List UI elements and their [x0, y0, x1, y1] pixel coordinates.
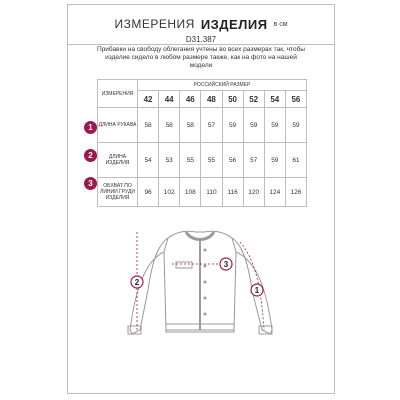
measure-number-badge: 3: [84, 177, 97, 190]
value-cell: 124: [264, 178, 285, 207]
size-cell: 44: [159, 91, 180, 108]
value-cell: 110: [201, 178, 222, 207]
value-cell: 59: [222, 108, 243, 143]
value-cell: 126: [285, 178, 306, 207]
value-cell: 108: [180, 178, 201, 207]
value-cell: 61: [285, 143, 306, 178]
value-cell: 54: [138, 143, 159, 178]
garment-buttons: [204, 249, 207, 316]
measure-label: ОБХВАТ ПО ЛИНИИ ГРУДИ ИЗДЕЛИЯ: [98, 178, 138, 207]
size-cell: 56: [285, 91, 306, 108]
article-code: D31.387: [185, 35, 217, 44]
value-cell: 59: [264, 108, 285, 143]
value-cell: 56: [222, 143, 243, 178]
value-cell: 55: [201, 143, 222, 178]
row-header-cell: ИЗМЕРЕНИЯ: [98, 80, 138, 108]
value-cell: 58: [159, 108, 180, 143]
value-cell: 59: [264, 143, 285, 178]
size-cell: 54: [264, 91, 285, 108]
garment-pocket: [176, 262, 192, 268]
measure-label: ДЛИНА ИЗДЕЛИЯ: [98, 143, 138, 178]
value-cell: 53: [159, 143, 180, 178]
title-part2: ИЗДЕЛИЯ: [200, 16, 268, 32]
marker-label-1: 1: [254, 286, 260, 295]
marker-label-3: 3: [223, 260, 229, 269]
size-category: РОССИЙСКИЙ РАЗМЕР: [138, 80, 307, 91]
garment-neckband: [186, 232, 214, 240]
size-cell: 52: [243, 91, 264, 108]
value-cell: 116: [222, 178, 243, 207]
marker-label-2: 2: [134, 278, 140, 287]
button-dot: [204, 249, 207, 252]
measure-number-badge: 2: [84, 149, 97, 162]
button-dot: [204, 265, 207, 268]
measure-number-badge: 1: [84, 121, 97, 134]
value-cell: 58: [180, 108, 201, 143]
size-cell: 42: [138, 91, 159, 108]
size-cell: 50: [222, 91, 243, 108]
value-cell: 55: [180, 143, 201, 178]
size-cell: 48: [201, 91, 222, 108]
button-dot: [204, 313, 207, 316]
value-cell: 96: [138, 178, 159, 207]
value-cell: 59: [243, 108, 264, 143]
button-dot: [204, 297, 207, 300]
title-part1: ИЗМЕРЕНИЯ: [114, 17, 195, 31]
value-cell: 57: [201, 108, 222, 143]
button-dot: [204, 281, 207, 284]
value-cell: 58: [138, 108, 159, 143]
fit-note: Прибавки на свободу облегания учтены во всех размерах так, чтобы изделие сидело в любом размере также, как на фото на нашей модели: [97, 46, 305, 69]
units-label: в см: [273, 20, 288, 28]
value-cell: 120: [243, 178, 264, 207]
size-cell: 46: [180, 91, 201, 108]
value-cell: 59: [285, 108, 306, 143]
value-cell: 102: [159, 178, 180, 207]
value-cell: 57: [243, 143, 264, 178]
measure-label: ДЛИНА РУКАВА: [98, 108, 138, 143]
